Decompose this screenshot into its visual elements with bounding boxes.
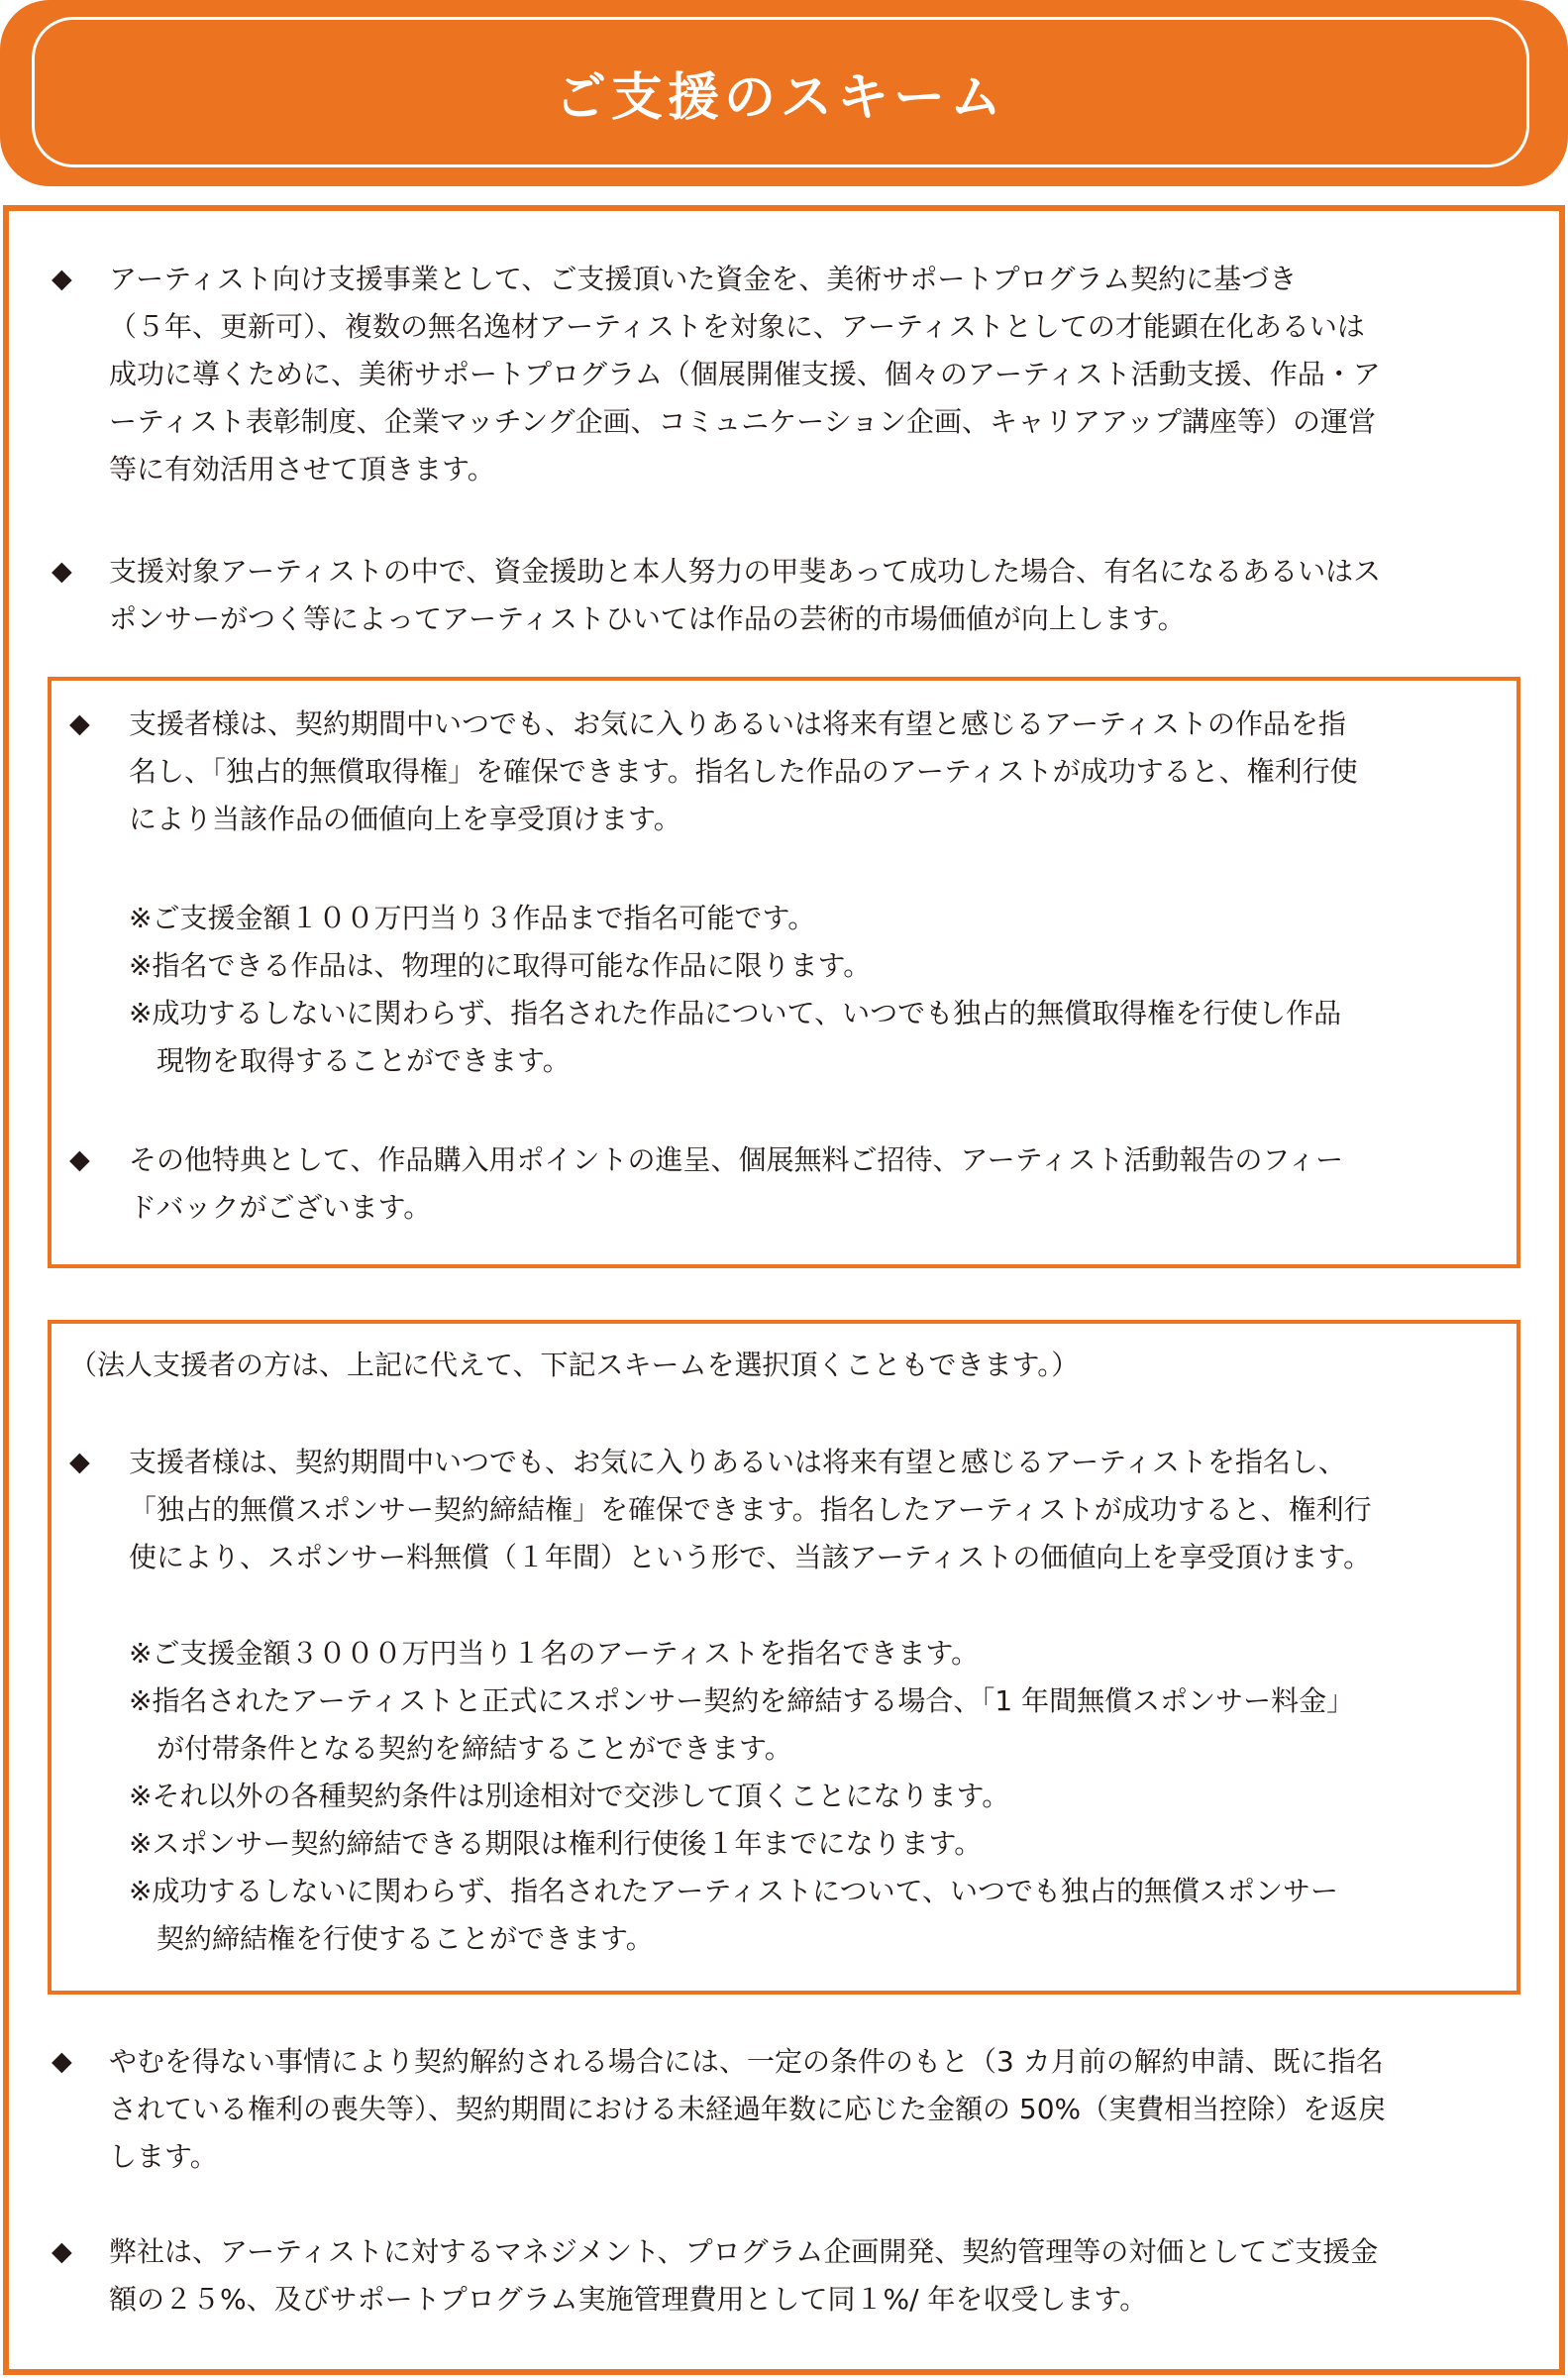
note-line: ※ご支援金額３０００万円当り１名のアーティストを指名できます。	[129, 1637, 980, 1670]
text-line: （５年、更新可）、複数の無名逸材アーティストを対象に、アーティストとしての才能顕在化あるいは	[109, 310, 1365, 343]
text-line: ーティスト表彰制度、企業マッチング企画、コミュニケーション企画、キャリアアップ講座等）の運営	[109, 405, 1377, 438]
text-line: 支援者様は、契約期間中いつでも、お気に入りあるいは将来有望と感じるアーティストの作品を指	[129, 707, 1346, 740]
title-banner	[0, 0, 1568, 186]
text-line: 成功に導くために、美術サポートプログラム（個展開催支援、個々のアーティスト活動支援、作品・ア	[109, 358, 1381, 390]
page-title: ご支援のスキーム	[554, 67, 1006, 128]
note-line: ※指名できる作品は、物理的に取得可能な作品に限ります。	[129, 949, 872, 982]
text-line: 名し、「独占的無償取得権」を確保できます。指名した作品のアーティストが成功すると、権利行使	[129, 755, 1358, 788]
note-line: が付帯条件となる契約を締結することができます。	[157, 1732, 792, 1765]
text-line: 使により、スポンサー料無償（１年間）という形で、当該アーティストの価値向上を享受頂けます。	[129, 1541, 1372, 1573]
box1-notes	[129, 895, 1496, 1085]
note-line: ※指名されたアーティストと正式にスポンサー契約を締結する場合、「1 年間無償スポンサー料金」	[129, 1684, 1355, 1717]
note-line: 現物を取得することができます。	[157, 1044, 571, 1077]
box2-notes	[129, 1630, 1496, 1963]
text-line: ポンサーがつく等によってアーティストひいては作品の芸術的市場価値が向上します。	[109, 602, 1186, 635]
text-line: （法人支援者の方は、上記に代えて、下記スキームを選択頂くこともできます。）	[69, 1349, 1080, 1381]
text-line: 「独占的無償スポンサー契約締結権」を確保できます。指名したアーティストが成功すると、権利行	[129, 1493, 1372, 1526]
box2-intro	[69, 1342, 1496, 1389]
diamond-bullet-icon: ◆	[52, 556, 72, 587]
diamond-bullet-icon: ◆	[52, 2236, 72, 2267]
diamond-bullet-icon: ◆	[69, 1447, 90, 1477]
note-line: ※ご支援金額１００万円当り３作品まで指名可能です。	[129, 902, 816, 934]
text-line: 支援者様は、契約期間中いつでも、お気に入りあるいは将来有望と感じるアーティストを指名し、	[129, 1446, 1346, 1478]
note-line: ※成功するしないに関わらず、指名されたアーティストについて、いつでも独占的無償スポンサー	[129, 1875, 1339, 1907]
text-line: 支援対象アーティストの中で、資金援助と本人努力の甲斐あって成功した場合、有名になるあるいはス	[109, 555, 1382, 588]
text-line: されている権利の喪失等）、契約期間における未経過年数に応じた金額の 50%（実費相当控除）を返戻	[109, 2093, 1387, 2125]
text-line: 弊社は、アーティストに対するマネジメント、プログラム企画開発、契約管理等の対価としてご支援金	[109, 2235, 1379, 2268]
note-line: ※成功するしないに関わらず、指名された作品について、いつでも独占的無償取得権を行使し作品	[129, 997, 1342, 1029]
text-line: アーティスト向け支援事業として、ご支援頂いた資金を、美術サポートプログラム契約に基づき	[109, 263, 1298, 295]
text-line: 額の２５%、及びサポートプログラム実施管理費用として同１%/ 年を収受します。	[109, 2283, 1148, 2316]
text-line: 等に有効活用させて頂きます。	[109, 453, 495, 486]
note-line: ※それ以外の各種契約条件は別途相対で交渉して頂くことになります。	[129, 1780, 1010, 1812]
title-banner-inner-frame	[32, 17, 1529, 167]
text-line: により当該作品の価値向上を享受頂けます。	[129, 803, 681, 835]
text-line: ドバックがございます。	[129, 1191, 432, 1224]
note-line: 契約締結権を行使することができます。	[157, 1922, 654, 1955]
diamond-bullet-icon: ◆	[52, 264, 72, 294]
text-line: その他特典として、作品購入用ポイントの進呈、個展無料ご招待、アーティスト活動報告のフィー	[129, 1143, 1344, 1176]
text-line: やむを得ない事情により契約解約される場合には、一定の条件のもと（3 カ月前の解約申請、既に指名	[109, 2045, 1384, 2078]
diamond-bullet-icon: ◆	[69, 708, 90, 739]
text-line: します。	[109, 2140, 218, 2173]
note-line: ※スポンサー契約締結できる期限は権利行使後１年までになります。	[129, 1827, 983, 1860]
diamond-bullet-icon: ◆	[52, 2046, 72, 2077]
diamond-bullet-icon: ◆	[69, 1144, 90, 1175]
